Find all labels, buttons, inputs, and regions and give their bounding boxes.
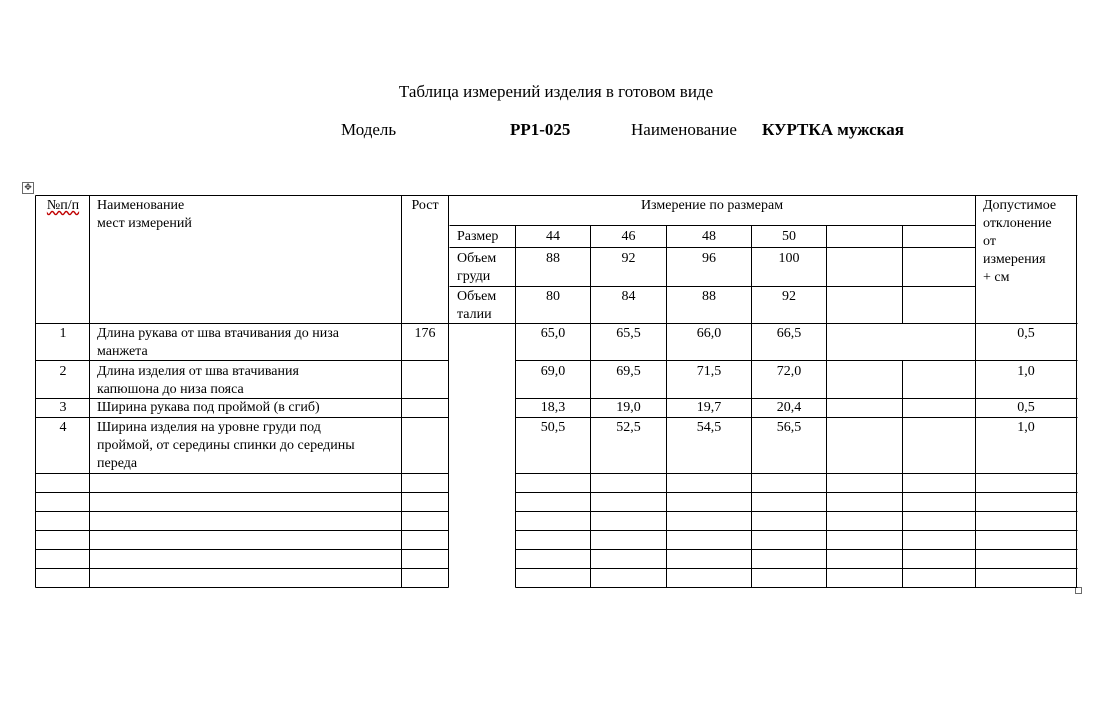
model-value: РР1-025 xyxy=(510,120,571,139)
page-title: Таблица измерений изделия в готовом виде xyxy=(398,82,714,101)
header-height: Рост xyxy=(411,198,439,213)
model-label: Модель xyxy=(341,120,397,139)
table-move-handle-icon[interactable]: ✥ xyxy=(22,182,34,194)
product-name-value: КУРТКА мужская xyxy=(762,120,904,139)
header-sizes: Измерение по размерам xyxy=(640,198,784,213)
header-num: №п/п xyxy=(46,198,80,213)
header-name: Наименование мест измерений xyxy=(97,198,192,231)
product-name-label: Наименование xyxy=(631,120,737,139)
header-tolerance: Допустимое отклонение от измерения + см xyxy=(983,198,1057,285)
